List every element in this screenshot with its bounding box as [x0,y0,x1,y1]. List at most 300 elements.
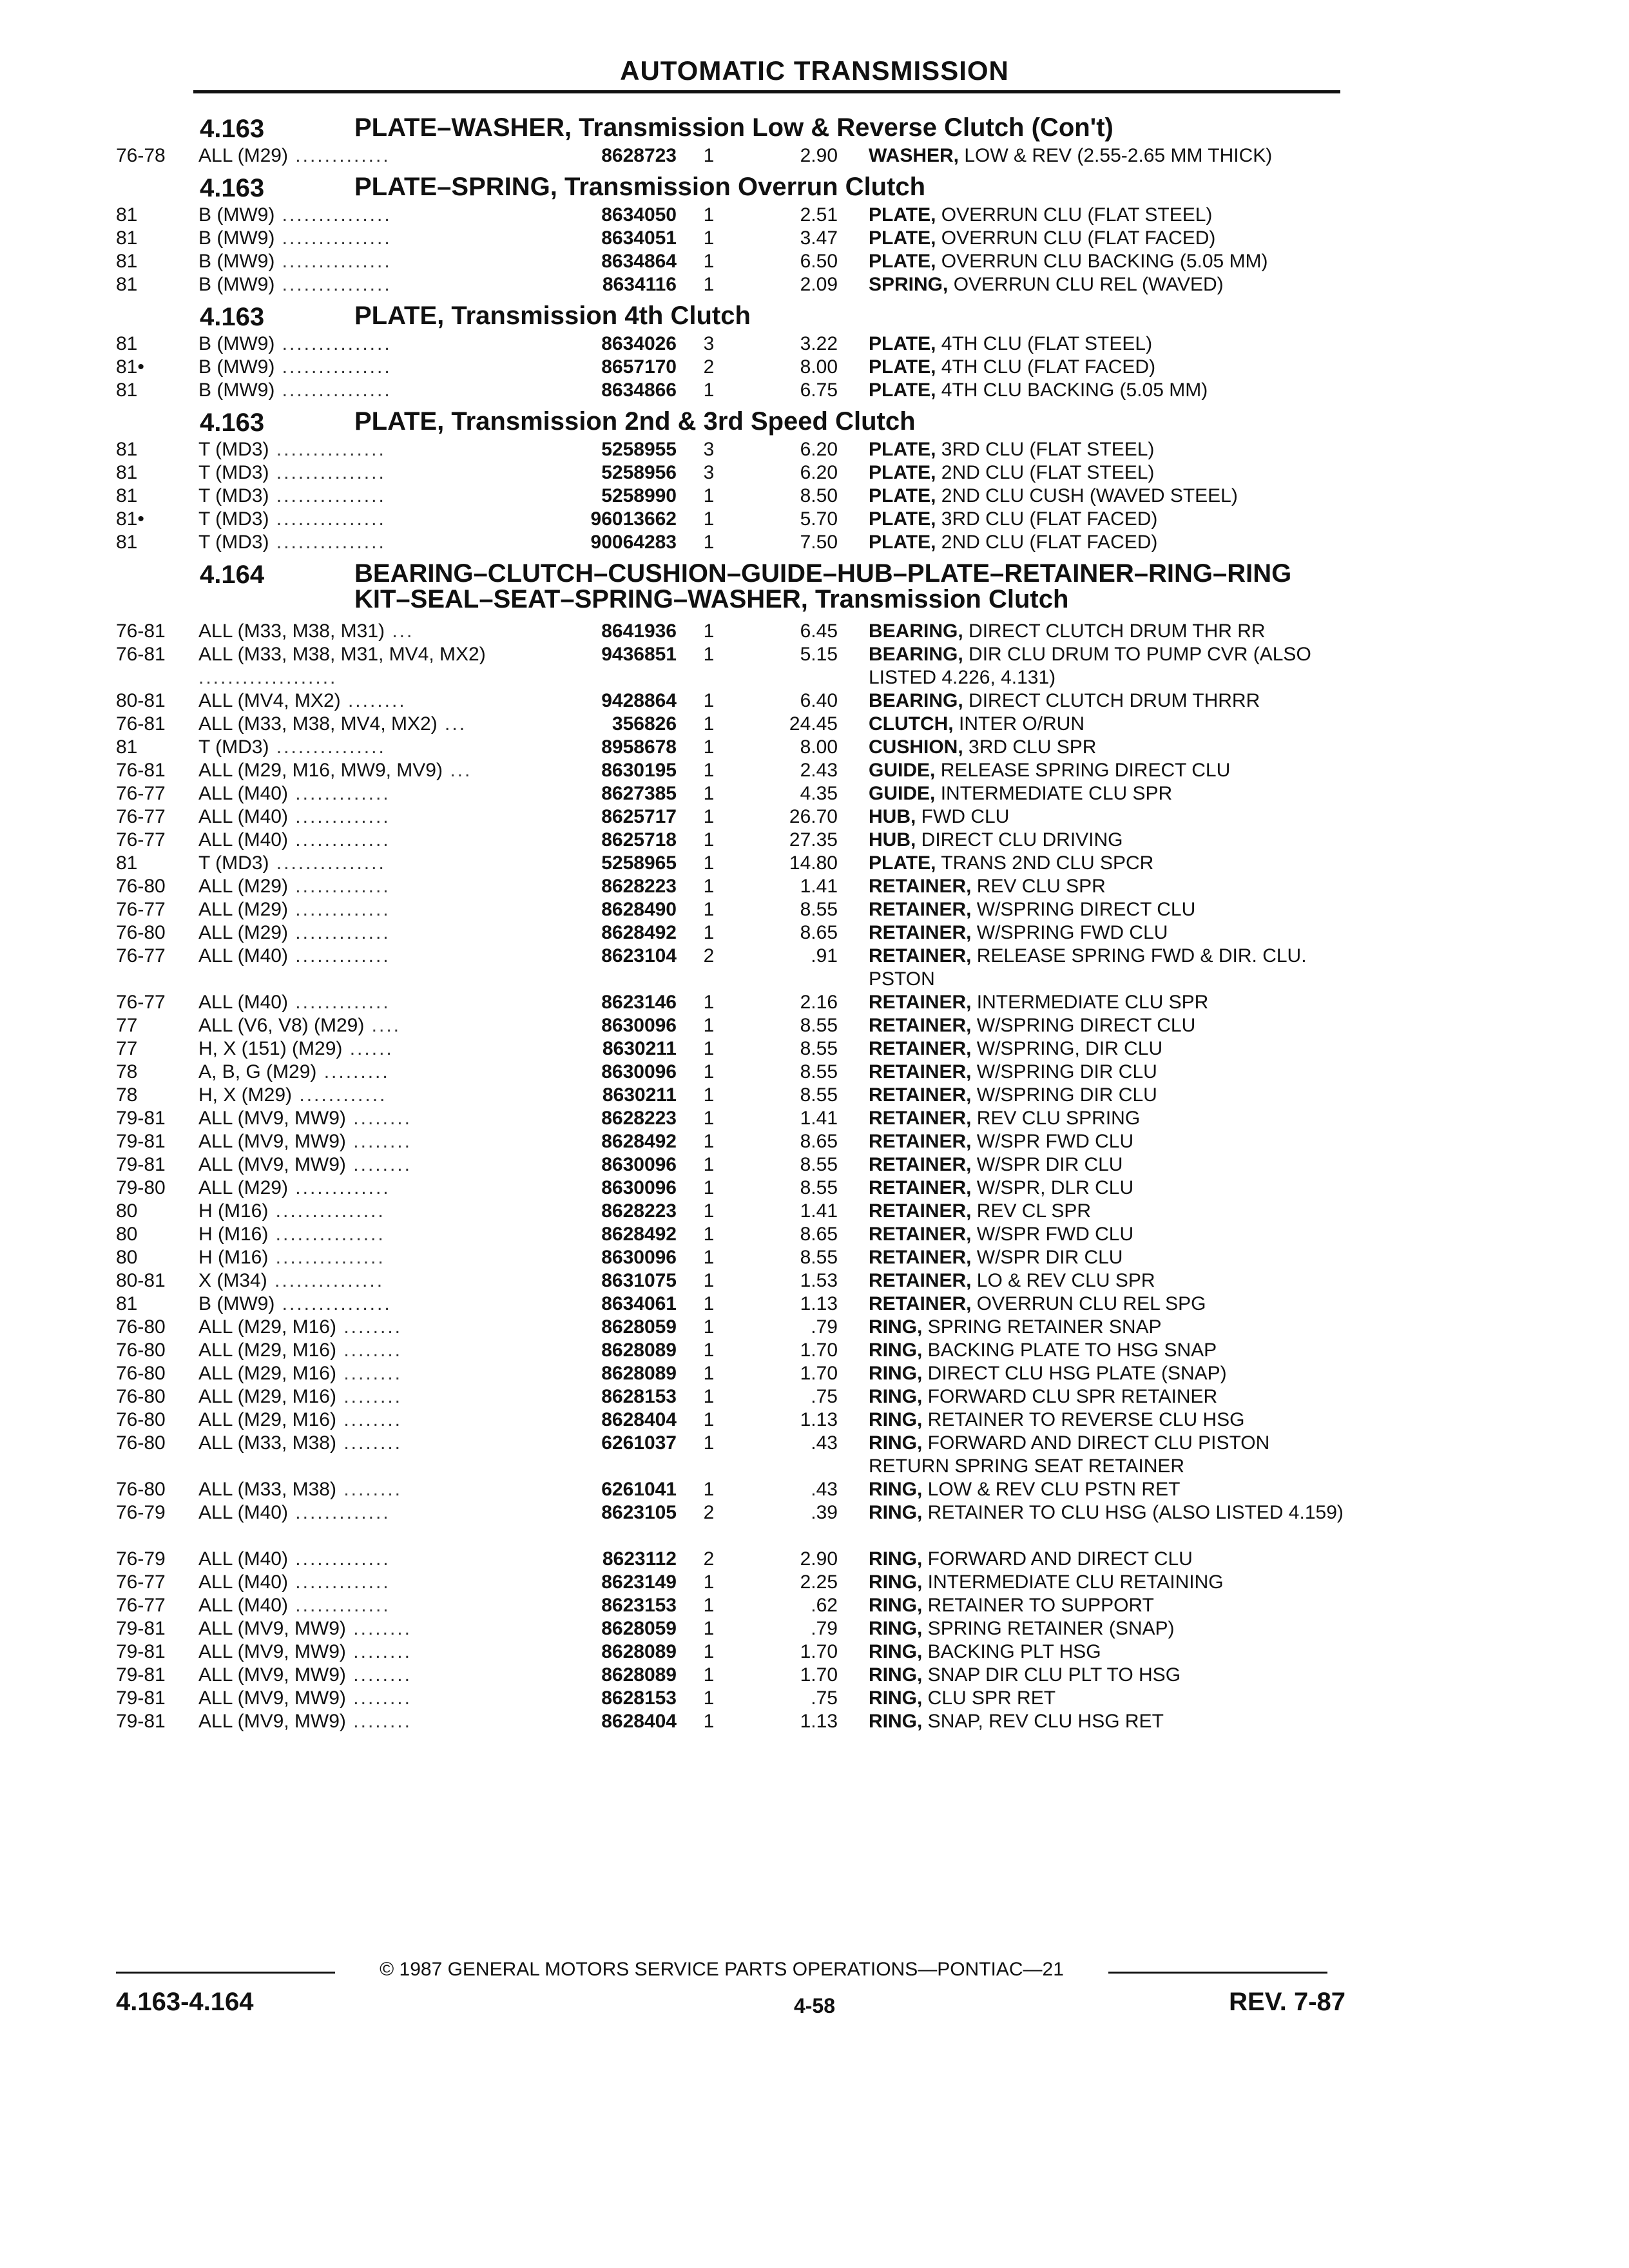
model-code [198,1408,559,1432]
year-range: 79-81 [116,1641,166,1662]
part-number: 8628089 [601,1363,677,1384]
description [869,356,1352,379]
part-row [116,852,1353,875]
year-range: 76-81 [116,713,166,735]
description [869,1107,1352,1130]
description [869,485,1352,508]
model-text: ALL (M33, M38) [198,1432,336,1454]
year-range: 76-80 [116,1479,166,1500]
part-row [116,508,1353,531]
year-range: 76-80 [116,1409,166,1430]
quantity: 1 [703,1571,715,1593]
section-title: PLATE, Transmission 4th Clutch [354,302,751,330]
description [869,1617,1352,1640]
model-text: ALL (M40) [198,829,288,850]
model-code [198,332,559,356]
part-row [116,1293,1353,1316]
price: 8.55 [800,1154,838,1175]
part-number: 8634866 [601,380,677,401]
description [869,1548,1352,1571]
leader-dots: ............. [287,806,390,827]
part-number: 90064283 [590,532,677,553]
description-noun: RING, [869,1340,923,1361]
part-row [116,945,1353,991]
quantity: 2 [703,945,715,966]
price: 6.40 [800,690,838,711]
leader-dots: ............. [287,1502,390,1523]
part-number: 8628059 [601,1316,677,1338]
description [869,736,1352,759]
model-code [198,1293,559,1316]
model-text: T (MD3) [198,508,269,530]
description-text: W/SPRING DIR CLU [971,1061,1157,1082]
leader-dots: ........ [345,1711,412,1732]
description [869,1640,1352,1664]
year-range: 81 [116,532,138,553]
price: 26.70 [789,806,838,827]
model-text: B (MW9) [198,356,275,378]
year-range: 81 [116,227,138,249]
description [869,1246,1352,1269]
quantity: 1 [703,713,715,735]
quantity: 1 [703,1154,715,1175]
description [869,1408,1352,1432]
description-text: W/SPRING DIR CLU [971,1084,1157,1106]
part-row [116,332,1353,356]
year-range: 81 [116,736,138,758]
description-text: OVERRUN CLU REL (WAVED) [948,274,1224,295]
year-range: 80 [116,1200,138,1222]
description [869,379,1352,402]
description-noun: RING, [869,1641,923,1662]
description [869,1084,1352,1107]
description-text: OVERRUN CLU BACKING (5.05 MM) [936,251,1268,272]
model-code [198,852,559,875]
leader-dots: ............. [287,945,390,966]
quantity: 1 [703,1131,715,1152]
description-text: RELEASE SPRING DIRECT CLU [935,760,1231,781]
description [869,875,1352,898]
description-text: SPRING RETAINER (SNAP) [922,1618,1175,1639]
leader-dots: ................... [198,667,338,688]
model-text: ALL (M29) [198,876,288,897]
part-number: 8641936 [601,620,677,642]
model-code [198,875,559,898]
model-code [198,1548,559,1571]
price: 8.55 [800,1061,838,1082]
part-number: 6261041 [601,1479,677,1500]
part-row [116,1177,1353,1200]
leader-dots: ............... [267,1270,385,1291]
part-row [116,991,1353,1014]
footer-section-range: 4.163-4.164 [116,1988,254,2016]
part-row [116,875,1353,898]
year-range: 76-78 [116,145,166,166]
description [869,1223,1352,1246]
model-text: ALL (M40) [198,992,288,1013]
part-number: 356826 [612,713,677,735]
part-row [116,144,1353,168]
price: 1.13 [800,1711,838,1732]
leader-dots: ............... [275,204,392,226]
model-text: ALL (M29, M16) [198,1363,336,1384]
quantity: 1 [703,899,715,920]
quantity: 1 [703,1247,715,1268]
model-text: A, B, G (M29) [198,1061,317,1082]
model-text: H (M16) [198,1224,269,1245]
description-noun: RING, [869,1502,923,1523]
description-noun: RING, [869,1711,923,1732]
leader-dots: ........ [336,1432,402,1454]
year-range: 78 [116,1084,138,1106]
year-range: 76-77 [116,1595,166,1616]
part-row [116,1640,1353,1664]
description-text: FORWARD CLU SPR RETAINER [922,1386,1218,1407]
description-text: BACKING PLATE TO HSG SNAP [922,1340,1217,1361]
model-code [198,1177,559,1200]
part-row [116,1339,1353,1362]
description-noun: PLATE, [869,508,936,530]
description-noun: RING, [869,1316,923,1338]
description-text: SNAP DIR CLU PLT TO HSG [922,1664,1181,1686]
model-code [198,438,559,461]
price: 8.65 [800,1131,838,1152]
year-range: 76-77 [116,829,166,850]
quantity: 1 [703,644,715,665]
description-noun: PLATE, [869,532,936,553]
description [869,438,1352,461]
model-code [198,1153,559,1177]
year-range: 81 [116,462,138,483]
description-text: RETAINER TO SUPPORT [922,1595,1154,1616]
section [116,558,1353,1733]
price: 8.00 [800,736,838,758]
description-text: DIRECT CLUTCH DRUM THR RR [963,620,1266,642]
model-code [198,250,559,273]
price: 1.13 [800,1293,838,1314]
model-code [198,991,559,1014]
description-noun: GUIDE, [869,760,936,781]
description [869,759,1352,782]
model-text: B (MW9) [198,333,275,354]
price: 6.45 [800,620,838,642]
model-text: B (MW9) [198,1293,275,1314]
leader-dots: ........ [336,1316,402,1338]
quantity: 1 [703,1270,715,1291]
description [869,1594,1352,1617]
model-text: H, X (M29) [198,1084,293,1106]
description-text: OVERRUN CLU REL SPG [971,1293,1206,1314]
model-text: ALL (MV9, MW9) [198,1154,346,1175]
model-text: ALL (MV9, MW9) [198,1641,346,1662]
part-number: 8623112 [602,1548,677,1570]
price: 1.70 [800,1363,838,1384]
model-text: H, X (151) (M29) [198,1038,343,1059]
description-text: 4TH CLU BACKING (5.05 MM) [936,380,1208,401]
description-noun: RETAINER, [869,1224,972,1245]
description-noun: RING, [869,1363,923,1384]
model-code [198,1478,559,1501]
description-text: 2ND CLU (FLAT STEEL) [936,462,1155,483]
description-noun: GUIDE, [869,783,936,804]
quantity: 1 [703,274,715,295]
model-code [198,736,559,759]
model-text: ALL (M29, M16) [198,1386,336,1407]
leader-dots: ............... [275,380,392,401]
year-range: 81 [116,852,138,874]
year-range: 79-81 [116,1711,166,1732]
model-code [198,759,559,782]
description-noun: RETAINER, [869,945,972,966]
description-text: W/SPR FWD CLU [971,1131,1134,1152]
model-code [198,1687,559,1710]
part-row [116,1385,1353,1408]
description-noun: RETAINER, [869,1038,972,1059]
leader-dots: ........ [336,1386,402,1407]
leader-dots: ... [385,620,414,642]
section-header [116,171,1353,204]
section-number: 4.163 [200,303,265,331]
description-text: INTERMEDIATE CLU RETAINING [922,1571,1224,1593]
price: 6.20 [800,462,838,483]
model-text: ALL (M29) [198,922,288,943]
description-text: W/SPRING DIRECT CLU [971,899,1196,920]
quantity: 1 [703,1200,715,1222]
description [869,144,1352,168]
footer-revision: REV. 7-87 [1229,1988,1345,2016]
description-text: 3RD CLU (FLAT FACED) [936,508,1158,530]
quantity: 1 [703,1108,715,1129]
description-noun: RETAINER, [869,1084,972,1106]
part-row [116,250,1353,273]
description-noun: RETAINER, [869,1108,972,1129]
description [869,782,1352,805]
description-noun: PLATE, [869,333,936,354]
description-text: INTERMEDIATE CLU SPR [971,992,1209,1013]
description [869,945,1352,991]
model-code [198,921,559,945]
description [869,1432,1352,1478]
leader-dots: ............... [269,852,386,874]
model-code [198,689,559,713]
model-code [198,485,559,508]
description-noun: RETAINER, [869,1293,972,1314]
model-text: T (MD3) [198,852,269,874]
part-row [116,1061,1353,1084]
description [869,1362,1352,1385]
part-row [116,1594,1353,1617]
description-noun: CLUTCH, [869,713,954,735]
description-text: BACKING PLT HSG [922,1641,1101,1662]
year-range: 76-79 [116,1502,166,1523]
description [869,1200,1352,1223]
description-text: SNAP, REV CLU HSG RET [922,1711,1164,1732]
model-code [198,1339,559,1362]
price: 8.55 [800,1084,838,1106]
model-code [198,829,559,852]
description-noun: BEARING, [869,620,963,642]
year-range: 81 [116,380,138,401]
price: .43 [811,1432,838,1454]
part-number: 9428864 [601,690,677,711]
model-text: ALL (M33, M38, MV4, MX2) [198,713,438,735]
model-code [198,1362,559,1385]
model-text: ALL (MV9, MW9) [198,1687,346,1709]
model-code [198,1014,559,1037]
description-noun: RING, [869,1618,923,1639]
description [869,1339,1352,1362]
model-text: H (M16) [198,1200,269,1222]
part-row [116,1571,1353,1594]
part-row [116,643,1353,689]
quantity: 1 [703,251,715,272]
leader-dots: ........ [345,1687,412,1709]
quantity: 1 [703,620,715,642]
part-number: 5258965 [601,852,677,874]
price: 6.75 [800,380,838,401]
description-text: LOW & REV (2.55-2.65 MM THICK) [959,145,1273,166]
model-text: ALL (M29, M16) [198,1409,336,1430]
model-code [198,898,559,921]
part-number: 8625718 [601,829,677,850]
year-range: 80-81 [116,690,166,711]
model-text: ALL (MV9, MW9) [198,1108,346,1129]
description-noun: PLATE, [869,204,936,226]
section-title: PLATE, Transmission 2nd & 3rd Speed Clutch [354,407,916,436]
description-text: INTERMEDIATE CLU SPR [935,783,1173,804]
description [869,898,1352,921]
model-code [198,1061,559,1084]
description [869,805,1352,829]
description [869,1153,1352,1177]
model-code [198,1246,559,1269]
part-row [116,1200,1353,1223]
year-range: 76-81 [116,644,166,665]
quantity: 3 [703,439,715,460]
model-code [198,1571,559,1594]
quantity: 1 [703,532,715,553]
part-number: 8630096 [601,1177,677,1198]
part-row [116,227,1353,250]
price: 6.20 [800,439,838,460]
quantity: 1 [703,227,715,249]
leader-dots: ............. [287,1548,390,1570]
leader-dots: ............. [287,922,390,943]
section-number: 4.163 [200,408,265,437]
description-text: DIRECT CLUTCH DRUM THRRR [963,690,1260,711]
model-code [198,379,559,402]
part-number: 8958678 [601,736,677,758]
year-range: 76-80 [116,1340,166,1361]
price: 2.16 [800,992,838,1013]
model-text: ALL (M29) [198,899,288,920]
description-noun: RING, [869,1571,923,1593]
leader-dots: ............... [275,227,392,249]
parts-listing [116,108,1353,1733]
leader-dots: ............... [269,485,386,506]
part-number: 5258955 [601,439,677,460]
description-text: 4TH CLU (FLAT FACED) [936,356,1156,378]
description-text: W/SPRING, DIR CLU [971,1038,1163,1059]
leader-dots: ............... [268,1247,385,1268]
part-row [116,1084,1353,1107]
description [869,620,1352,643]
price: 2.43 [800,760,838,781]
description-text: SPRING RETAINER SNAP [922,1316,1162,1338]
description-text: LOW & REV CLU PSTN RET [922,1479,1181,1500]
part-row [116,1432,1353,1478]
price: 6.50 [800,251,838,272]
quantity: 1 [703,204,715,226]
model-text: ALL (M40) [198,1595,288,1616]
year-range: 76-80 [116,1386,166,1407]
model-text: ALL (M40) [198,806,288,827]
year-range: 79-81 [116,1687,166,1709]
description-noun: RETAINER, [869,1200,972,1222]
description [869,531,1352,554]
quantity: 1 [703,1038,715,1059]
year-range: 80 [116,1224,138,1245]
model-code [198,1710,559,1733]
price: 1.70 [800,1641,838,1662]
part-row [116,713,1353,736]
model-code [198,1617,559,1640]
price: 4.35 [800,783,838,804]
model-code [198,1107,559,1130]
leader-dots: .... [364,1015,401,1036]
model-text: ALL (M33, M38) [198,1479,336,1500]
description-noun: RING, [869,1409,923,1430]
quantity: 2 [703,1548,715,1570]
model-code [198,227,559,250]
description-text: W/SPR FWD CLU [971,1224,1134,1245]
description-text: FORWARD AND DIRECT CLU [922,1548,1193,1570]
year-range: 77 [116,1015,138,1036]
part-row [116,379,1353,402]
quantity: 1 [703,736,715,758]
description [869,1177,1352,1200]
description-noun: PLATE, [869,485,936,506]
model-text: B (MW9) [198,274,275,295]
description-text: TRANS 2ND CLU SPCR [936,852,1154,874]
part-row [116,1617,1353,1640]
section [116,406,1353,554]
part-number: 8628089 [601,1641,677,1662]
description-noun: RING, [869,1479,923,1500]
price: 2.51 [800,204,838,226]
part-row [116,531,1353,554]
description-noun: RING, [869,1548,923,1570]
description-text: W/SPRING FWD CLU [971,922,1168,943]
quantity: 1 [703,380,715,401]
description-text: DIRECT CLU DRIVING [916,829,1123,850]
part-row [116,1014,1353,1037]
quantity: 1 [703,783,715,804]
part-row [116,898,1353,921]
model-code [198,461,559,485]
leader-dots: ............... [269,736,386,758]
model-text: ALL (M33, M38, M31, MV4, MX2) [198,644,486,665]
description-noun: PLATE, [869,227,936,249]
description-noun: RING, [869,1432,923,1454]
year-range: 76-80 [116,876,166,897]
description-text: W/SPR DIR CLU [971,1247,1123,1268]
price: 1.70 [800,1664,838,1686]
part-row [116,805,1353,829]
part-number: 8634026 [601,333,677,354]
year-range: 76-77 [116,806,166,827]
description-noun: PLATE, [869,380,936,401]
